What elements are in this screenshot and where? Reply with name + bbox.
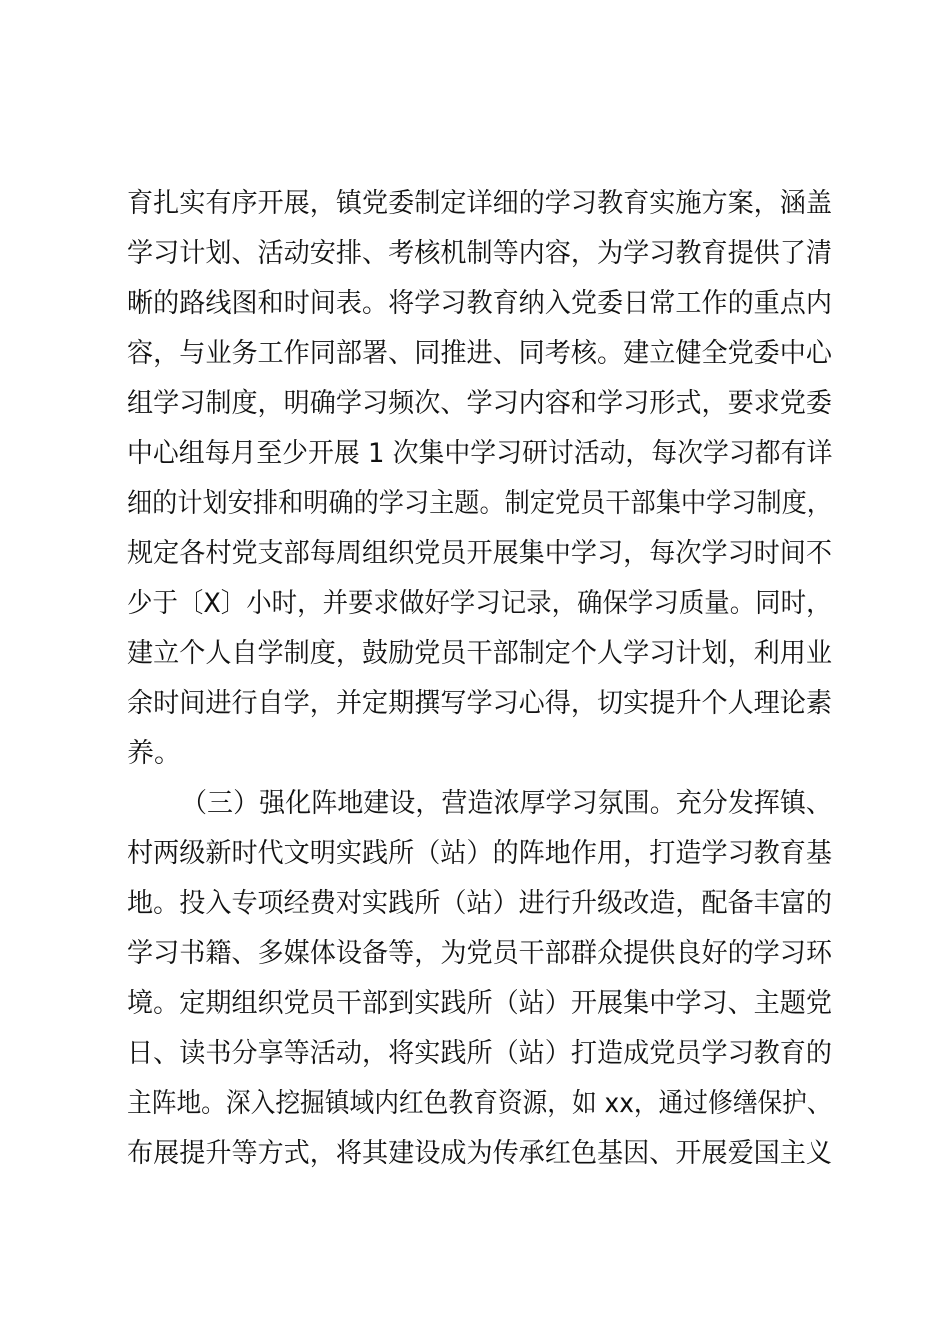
- text-line: 组学习制度，明确学习频次、学习内容和学习形式，要求党委: [127, 388, 833, 419]
- text-line: 主阵地。深入挖掘镇域内红色教育资源，如 xx，通过修缮保护、: [127, 1088, 832, 1119]
- text-line: 容，与业务工作同部署、同推进、同考核。建立健全党委中心: [127, 338, 833, 369]
- text-line: 布展提升等方式，将其建设成为传承红色基因、开展爱国主义: [127, 1138, 833, 1169]
- text-line: 育扎实有序开展，镇党委制定详细的学习教育实施方案，涵盖: [127, 188, 833, 219]
- text-line: 地。投入专项经费对实践所（站）进行升级改造，配备丰富的: [127, 888, 833, 919]
- text-line: 晰的路线图和时间表。将学习教育纳入党委日常工作的重点内: [127, 288, 833, 319]
- text-line: 养。: [127, 738, 181, 769]
- text-line: 细的计划安排和明确的学习主题。制定党员干部集中学习制度，: [127, 488, 832, 519]
- text-line: 规定各村党支部每周组织党员开展集中学习，每次学习时间不: [127, 538, 833, 569]
- text-line: 境。定期组织党员干部到实践所（站）开展集中学习、主题党: [127, 988, 833, 1019]
- text-line: 少于〔X〕小时，并要求做好学习记录，确保学习质量。同时，: [127, 588, 832, 619]
- text-line: 中心组每月至少开展 1 次集中学习研讨活动，每次学习都有详: [127, 438, 833, 469]
- text-line: 学习计划、活动安排、考核机制等内容，为学习教育提供了清: [127, 238, 833, 269]
- text-line: 日、读书分享等活动，将实践所（站）打造成党员学习教育的: [127, 1038, 833, 1069]
- section-heading-line: （三）强化阵地建设，营造浓厚学习氛围。充分发挥镇、: [181, 788, 832, 819]
- text-line: 余时间进行自学，并定期撰写学习心得，切实提升个人理论素: [127, 688, 833, 719]
- text-line: 学习书籍、多媒体设备等，为党员干部群众提供良好的学习环: [127, 938, 833, 969]
- text-line: 建立个人自学制度，鼓励党员干部制定个人学习计划，利用业: [127, 638, 833, 669]
- text-line: 村两级新时代文明实践所（站）的阵地作用，打造学习教育基: [127, 838, 833, 869]
